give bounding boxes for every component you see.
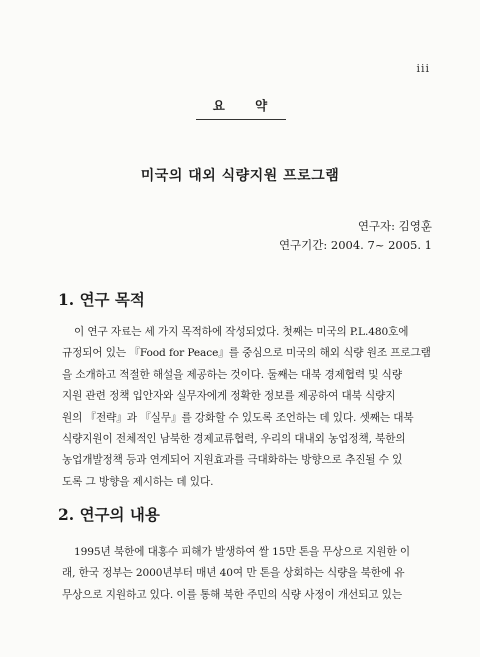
paragraph-line: 이 연구 자료는 세 가지 목적하에 작성되었다. 첫째는 미국의 P.L.480호에 xyxy=(74,326,409,338)
section-1-heading: 1. 연구 목적 xyxy=(58,290,145,309)
paragraph-line: 지원 관련 정책 입안자와 실무자에게 정확한 정보를 제공하여 대북 식량지 xyxy=(62,390,396,403)
paragraph-line: 식량지원이 전체적인 남북한 경제교류협력, 우리의 대내외 농업정책, 북한의 xyxy=(62,433,406,446)
document-title: 미국의 대외 식량지원 프로그램 xyxy=(140,168,340,184)
author-line: 연구자: 김영훈 xyxy=(357,219,432,233)
paragraph-line: 원의 『전략』과 『실무』를 강화할 수 있도록 조언하는 데 있다. 셋째는 대북 xyxy=(62,411,414,424)
paragraph-line: 농업개발정책 등과 연계되어 지원효과를 극대화하는 방향으로 추진될 수 있 xyxy=(62,454,403,467)
summary-rule xyxy=(196,119,286,120)
research-period-line: 연구기간: 2004. 7~ 2005. 1 xyxy=(278,238,432,252)
paragraph-line: 무상으로 지원하고 있다. 이를 통해 북한 주민의 식량 사정이 개선되고 있는 xyxy=(62,588,402,601)
page-number: iii xyxy=(416,62,430,75)
paragraph-line: 래, 한국 정부는 2000년부터 매년 40여 만 톤을 상회하는 식량을 북한에 유 xyxy=(62,567,405,580)
section-2-paragraph xyxy=(62,542,424,606)
paragraph-line: 1995년 북한에 대홍수 피해가 발생하여 쌀 15만 톤을 무상으로 지원한 이 xyxy=(74,546,410,558)
section-1-paragraph xyxy=(62,322,431,493)
paragraph-line: 을 소개하고 적절한 해설을 제공하는 것이다. 둘째는 대북 경제협력 및 식량 xyxy=(62,368,402,381)
summary-heading: 요 약 xyxy=(212,98,268,113)
section-2-heading: 2. 연구의 내용 xyxy=(58,505,160,524)
paragraph-line: 규정되어 있는 『Food for Peace』를 중심으로 미국의 해외 식량 원조 프로그램 xyxy=(62,347,431,360)
paragraph-line: 도록 그 방향을 제시하는 데 있다. xyxy=(62,475,214,488)
